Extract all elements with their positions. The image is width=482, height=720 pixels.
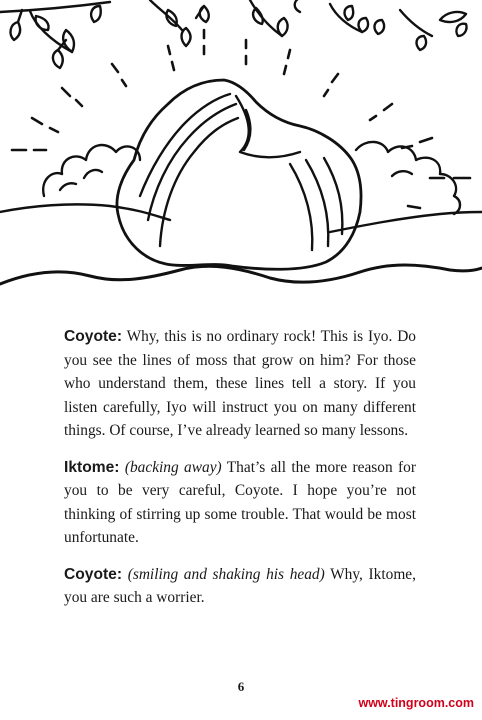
dialogue-text xyxy=(64,325,416,623)
speaker-name: Iktome: xyxy=(64,458,120,476)
rock-illustration xyxy=(0,0,482,305)
dialogue-line: That’s all the more reason for you to be very careful, Coyote. I hope you’re not thinking of stirring up some trouble. That would be most unfortunate. xyxy=(64,458,416,546)
leaves-branch-center xyxy=(150,0,209,46)
rock-iyo xyxy=(117,80,361,269)
dialogue-line: Why, Iktome, you are such a worrier. xyxy=(64,565,416,606)
speaker-name: Coyote: xyxy=(64,328,123,345)
dialogue-line: Why, this is no ordinary rock! This is Iyo. Do you see the lines of moss that grow on him? For those who understand them, these lines tell a story. If you listen carefully, Iyo will instruct you on many different things. Of course, I’ve already learned so many lessons. xyxy=(64,328,417,439)
radiating-lines xyxy=(12,30,470,208)
leaves-branch-right xyxy=(250,0,467,50)
dialogue-paragraph xyxy=(64,456,416,550)
dialogue-paragraph xyxy=(64,563,416,610)
leaves-branch-left xyxy=(0,2,110,68)
page-number: 6 xyxy=(237,679,245,694)
speaker-name: Coyote: xyxy=(64,565,123,583)
ground-line-upper xyxy=(0,204,482,232)
dialogue-paragraph xyxy=(64,325,416,443)
stage-direction: (backing away) xyxy=(124,458,222,476)
stage-direction: (smiling and shaking his head) xyxy=(127,565,325,583)
watermark: www.tingroom.com xyxy=(358,696,474,710)
